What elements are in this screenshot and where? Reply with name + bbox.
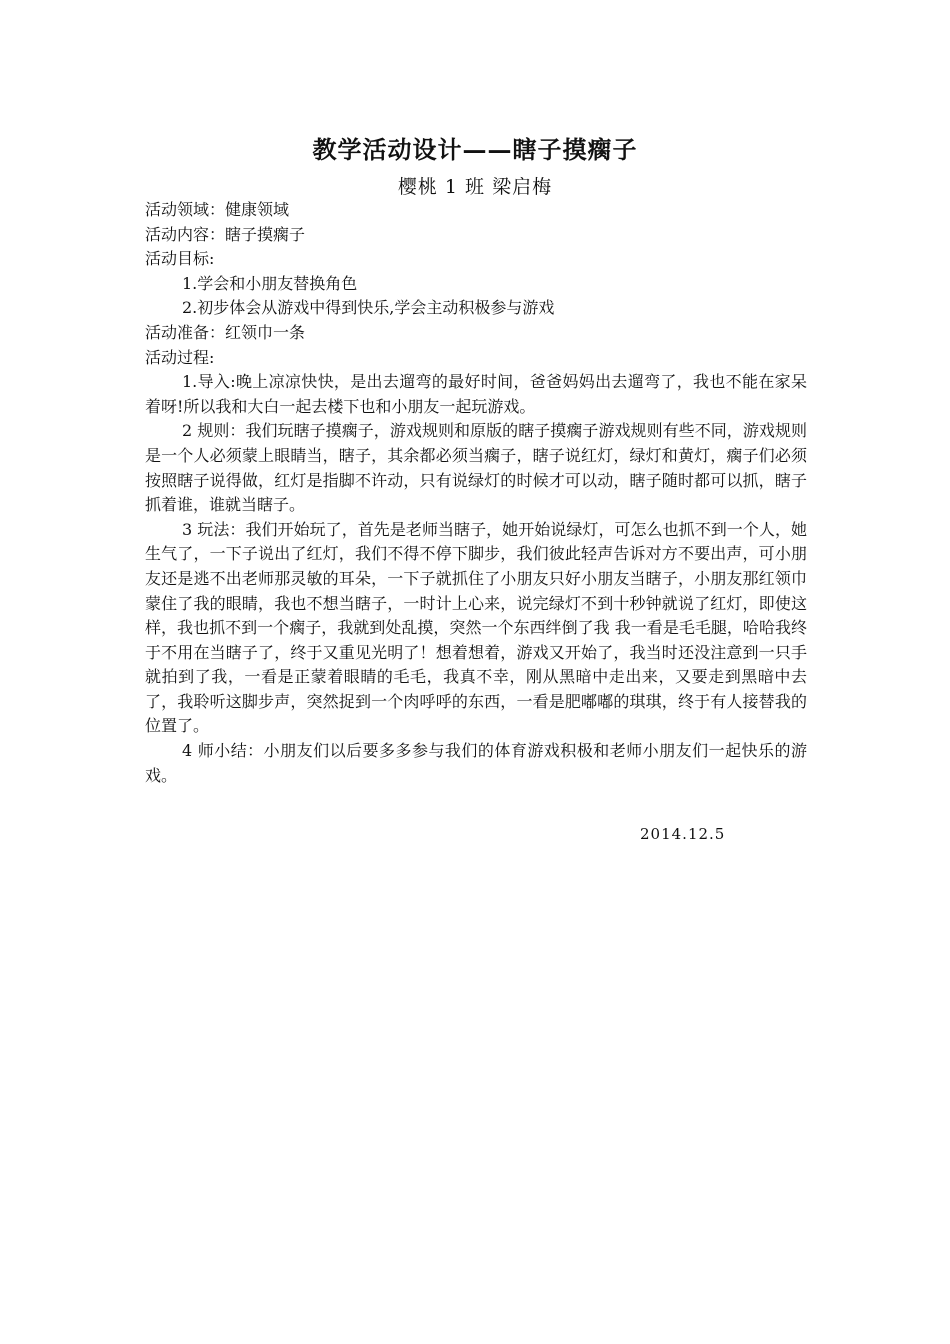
process-step-1: 1.导入:晚上凉凉快快，是出去遛弯的最好时间，爸爸妈妈出去遛弯了，我也不能在家呆着呀!所以我和大白一起去楼下也和小朋友一起玩游戏。	[145, 372, 807, 416]
goal-item-1: 1.学会和小朋友替换角色	[182, 273, 358, 293]
field-domain: 活动领域：健康领域	[145, 200, 290, 219]
document-subtitle: 樱桃 1 班 梁启梅	[397, 176, 553, 198]
field-preparation: 活动准备：红领巾一条	[145, 322, 306, 342]
process-label: 活动过程:	[145, 347, 215, 367]
document-body	[145, 198, 807, 788]
goals-label: 活动目标:	[145, 249, 215, 269]
process-step-2: 2 规则：我们玩瞎子摸瘸子，游戏规则和原版的瞎子摸瘸子游戏规则有些不同，游戏规则是一个人必须蒙上眼睛当，瞎子，其余都必须当瘸子，瞎子说红灯，绿灯和黄灯，瘸子们必须按照瞎子说得做，红灯是指脚不许动，只有说绿灯的时候才可以动，瞎子随时都可以抓，瞎子抓着谁，谁就当瞎子。	[145, 421, 807, 515]
process-step-4: 4 师小结：小朋友们以后要多多参与我们的体育游戏积极和老师小朋友们一起快乐的游戏。	[145, 741, 807, 785]
process-step-3: 3 玩法：我们开始玩了，首先是老师当瞎子，她开始说绿灯，可怎么也抓不到一个人，她生气了，一下子说出了红灯，我们不得不停下脚步，我们彼此轻声告诉对方不要出声，可小朋友还是逃不出老师那灵敏的耳朵，一下子就抓住了小朋友只好小朋友当瞎子，小朋友那红领巾蒙住了我的眼睛，我也不想当瞎子，一时计上心来，说完绿灯不到十秒钟就说了红灯，即使这样，我也抓不到一个瘸子，我就到处乱摸，突然一个东西绊倒了我 我一看是毛毛腿，哈哈我终于不用在当瞎子了，终于又重见光明了！想着想着，游戏又开始了，我当时还没注意到一只手就拍到了我，一看是正蒙着眼睛的毛毛，我真不幸，刚从黑暗中走出来，又要走到黑暗中去了，我聆听这脚步声，突然捉到一个肉呼呼的东西，一看是肥嘟嘟的琪琪，终于有人接替我的位置了。	[145, 519, 807, 736]
field-content: 活动内容：瞎子摸瘸子	[145, 224, 306, 244]
goal-item-2: 2.初步体会从游戏中得到快乐,学会主动积极参与游戏	[182, 298, 555, 318]
document-date: 2014.12.5	[640, 825, 726, 843]
document-title: 教学活动设计——瞎子摸瘸子	[312, 135, 638, 164]
